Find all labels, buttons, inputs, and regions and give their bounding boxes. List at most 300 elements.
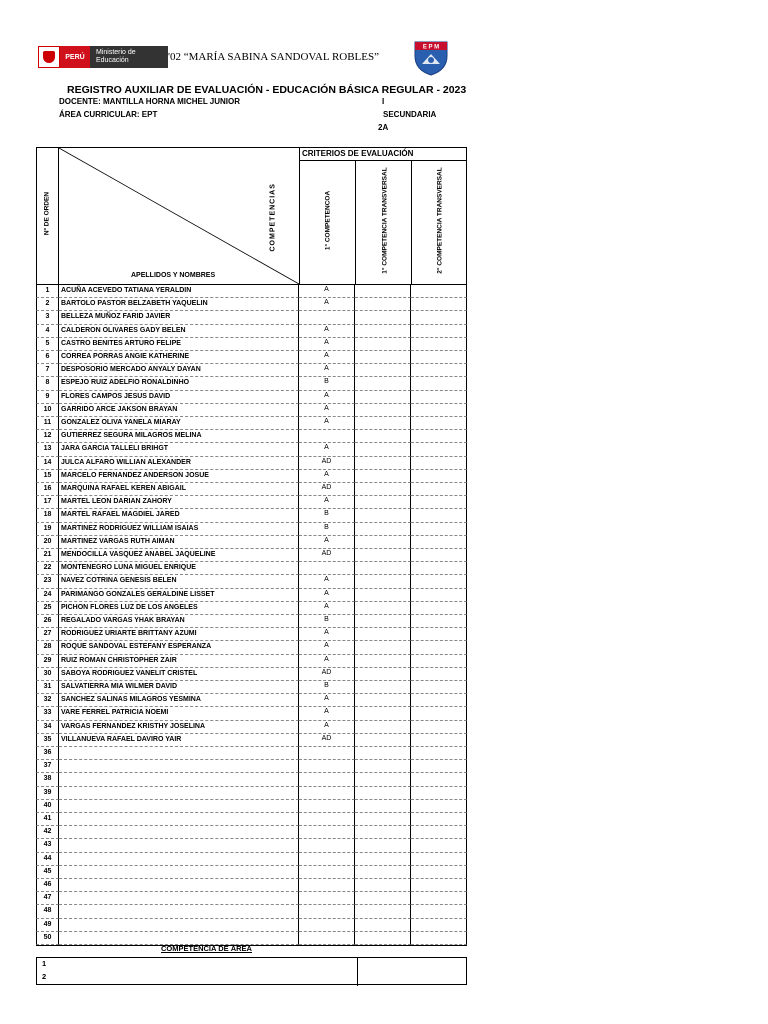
order-header: Nº DE ORDEN [43, 191, 51, 236]
table-row [36, 919, 467, 932]
student-name [59, 892, 299, 905]
student-name: MARTINEZ VARGAS RUTH AIMAN [59, 536, 299, 549]
row-number: 20 [36, 536, 59, 549]
grade-cell-3[interactable] [411, 562, 467, 575]
table-row [36, 879, 467, 892]
table-row [36, 668, 467, 681]
grade-cell[interactable] [299, 787, 355, 800]
row-number: 33 [36, 707, 59, 720]
table-row [36, 628, 467, 641]
criteria-header-cell [299, 147, 467, 161]
grade-cell[interactable]: A [299, 589, 355, 602]
grade-cell[interactable]: B [299, 377, 355, 390]
grade-cell-2[interactable] [355, 919, 411, 932]
grade-cell-3[interactable] [411, 721, 467, 734]
grade-cell[interactable]: A [299, 351, 355, 364]
table-row [36, 800, 467, 813]
row-number: 16 [36, 483, 59, 496]
student-name [59, 760, 299, 773]
grade-cell-3[interactable] [411, 391, 467, 404]
row-number: 30 [36, 668, 59, 681]
grade-cell-2[interactable] [355, 721, 411, 734]
grade-cell[interactable]: A [299, 298, 355, 311]
grade-cell[interactable]: A [299, 694, 355, 707]
grade-cell-3[interactable] [411, 694, 467, 707]
grade-cell-3[interactable] [411, 602, 467, 615]
grade-cell[interactable] [299, 813, 355, 826]
grade-cell-3[interactable] [411, 747, 467, 760]
grade-cell[interactable]: A [299, 391, 355, 404]
table-row [36, 496, 467, 509]
grade-cell[interactable] [299, 747, 355, 760]
grade-cell-3[interactable] [411, 536, 467, 549]
student-name [59, 866, 299, 879]
grade-cell[interactable] [299, 562, 355, 575]
grade-cell-2[interactable] [355, 338, 411, 351]
table-row [36, 338, 467, 351]
row-number: 18 [36, 509, 59, 522]
row-number: 48 [36, 905, 59, 918]
student-name: SANCHEZ SALINAS MILAGROS YESMINA [59, 694, 299, 707]
grade-cell[interactable]: A [299, 285, 355, 298]
row-number: 47 [36, 892, 59, 905]
student-name: MARCELO FERNANDEZ ANDERSON JOSUE [59, 470, 299, 483]
row-number: 6 [36, 351, 59, 364]
col2-header: 1° COMPETENCIA TRANSVERSAL [381, 167, 389, 274]
grade-cell-3[interactable] [411, 892, 467, 905]
table-row [36, 773, 467, 786]
grade-cell-3[interactable] [411, 773, 467, 786]
grade-cell-2[interactable] [355, 470, 411, 483]
student-name: GONZALEZ OLIVA YANELA MIARAY [59, 417, 299, 430]
grade-cell[interactable]: B [299, 615, 355, 628]
table-row [36, 615, 467, 628]
grade-cell-3[interactable] [411, 853, 467, 866]
grade-cell-3[interactable] [411, 932, 467, 945]
grade-cell[interactable]: A [299, 641, 355, 654]
grade-cell-3[interactable] [411, 523, 467, 536]
grade-cell[interactable]: AD [299, 734, 355, 747]
col1-header-cell [299, 160, 356, 285]
area-competency-title: COMPETENCIA DE ÁREA [161, 944, 252, 953]
grade-cell[interactable]: A [299, 404, 355, 417]
student-name: MARQUINA RAFAEL KEREN ABIGAIL [59, 483, 299, 496]
grade-cell-2[interactable] [355, 932, 411, 945]
grade-cell[interactable] [299, 932, 355, 945]
student-name [59, 853, 299, 866]
criteria-header: CRITERIOS DE EVALUACIÓN [302, 149, 414, 158]
grade-cell-2[interactable] [355, 377, 411, 390]
grade-cell[interactable] [299, 905, 355, 918]
grade-cell-2[interactable] [355, 681, 411, 694]
student-name [59, 747, 299, 760]
grade-cell-3[interactable] [411, 681, 467, 694]
student-name [59, 919, 299, 932]
grade-cell-3[interactable] [411, 641, 467, 654]
grade-cell-3[interactable] [411, 879, 467, 892]
table-row [36, 311, 467, 324]
grade-cell-2[interactable] [355, 773, 411, 786]
grade-cell[interactable]: A [299, 470, 355, 483]
level-label: SECUNDARIA [383, 110, 437, 119]
grade-cell-3[interactable] [411, 615, 467, 628]
grade-cell-3[interactable] [411, 707, 467, 720]
ministry-logo [38, 46, 168, 68]
grade-cell-2[interactable] [355, 285, 411, 298]
table-row [36, 694, 467, 707]
row-number: 27 [36, 628, 59, 641]
grade-cell[interactable]: A [299, 721, 355, 734]
table-row [36, 707, 467, 720]
grade-cell-2[interactable] [355, 391, 411, 404]
row-number: 38 [36, 773, 59, 786]
row-number: 40 [36, 800, 59, 813]
table-row [36, 483, 467, 496]
table-row [36, 602, 467, 615]
grade-cell-2[interactable] [355, 351, 411, 364]
row-number: 15 [36, 470, 59, 483]
table-row [36, 404, 467, 417]
grade-cell[interactable] [299, 800, 355, 813]
row-number: 12 [36, 430, 59, 443]
row-number: 45 [36, 866, 59, 879]
student-name [59, 905, 299, 918]
grade-cell-2[interactable] [355, 800, 411, 813]
student-name: BELLEZA MUÑOZ FARID JAVIER [59, 311, 299, 324]
student-name: REGALADO VARGAS YHAK BRAYAN [59, 615, 299, 628]
grade-cell-2[interactable] [355, 879, 411, 892]
grade-cell-2[interactable] [355, 602, 411, 615]
grade-cell-2[interactable] [355, 575, 411, 588]
shield-icon [38, 46, 60, 68]
row-number: 4 [36, 325, 59, 338]
grade-cell-3[interactable] [411, 734, 467, 747]
row-number: 39 [36, 787, 59, 800]
grade-cell-2[interactable] [355, 813, 411, 826]
grade-cell[interactable] [299, 311, 355, 324]
grade-cell-2[interactable] [355, 483, 411, 496]
grade-cell[interactable]: A [299, 628, 355, 641]
grade-cell-3[interactable] [411, 813, 467, 826]
grade-cell[interactable]: A [299, 536, 355, 549]
grade-cell-3[interactable] [411, 919, 467, 932]
student-name [59, 932, 299, 945]
grade-cell[interactable]: A [299, 707, 355, 720]
student-name: MARTEL LEON DARIAN ZAHORY [59, 496, 299, 509]
table-row [36, 734, 467, 747]
table-row [36, 351, 467, 364]
student-name [59, 826, 299, 839]
grade-cell-3[interactable] [411, 483, 467, 496]
grade-cell-2[interactable] [355, 589, 411, 602]
grade-cell-2[interactable] [355, 404, 411, 417]
grade-cell[interactable]: B [299, 681, 355, 694]
table-row [36, 681, 467, 694]
grade-cell-2[interactable] [355, 325, 411, 338]
student-name: NAVEZ COTRINA GENESIS BELEN [59, 575, 299, 588]
table-row [36, 536, 467, 549]
table-row [36, 575, 467, 588]
student-name: DESPOSORIO MERCADO ANYALY DAYAN [59, 364, 299, 377]
grade-cell-3[interactable] [411, 430, 467, 443]
row-number: 2 [36, 298, 59, 311]
row-number: 22 [36, 562, 59, 575]
grade-cell-3[interactable] [411, 668, 467, 681]
grade-cell[interactable] [299, 866, 355, 879]
student-name: SALVATIERRA MIA WILMER DAVID [59, 681, 299, 694]
row-number: 24 [36, 589, 59, 602]
grade-cell-2[interactable] [355, 628, 411, 641]
grade-cell[interactable]: AD [299, 668, 355, 681]
student-name: RODRIGUEZ URIARTE BRITTANY AZUMI [59, 628, 299, 641]
grade-cell-3[interactable] [411, 655, 467, 668]
row-number: 23 [36, 575, 59, 588]
grade-cell-3[interactable] [411, 311, 467, 324]
row-number: 9 [36, 391, 59, 404]
grade-cell-3[interactable] [411, 496, 467, 509]
student-name [59, 800, 299, 813]
row-number: 50 [36, 932, 59, 945]
row-number: 37 [36, 760, 59, 773]
student-name: CALDERON OLIVARES GADY BELEN [59, 325, 299, 338]
grade-cell[interactable] [299, 430, 355, 443]
row-number: 8 [36, 377, 59, 390]
grade-cell-3[interactable] [411, 589, 467, 602]
grade-cell-2[interactable] [355, 496, 411, 509]
grade-cell[interactable]: B [299, 509, 355, 522]
grade-cell-3[interactable] [411, 470, 467, 483]
grade-cell-2[interactable] [355, 655, 411, 668]
grade-cell-3[interactable] [411, 443, 467, 456]
table-row [36, 325, 467, 338]
grade-cell-2[interactable] [355, 430, 411, 443]
grade-cell-2[interactable] [355, 787, 411, 800]
row-number: 19 [36, 523, 59, 536]
student-name: VILLANUEVA RAFAEL DAVIRO YAIR [59, 734, 299, 747]
table-row [36, 853, 467, 866]
grade-cell-3[interactable] [411, 826, 467, 839]
row-number: 42 [36, 826, 59, 839]
table-row [36, 391, 467, 404]
grade-cell-2[interactable] [355, 364, 411, 377]
student-name: GUTIERREZ SEGURA MILAGROS MELINA [59, 430, 299, 443]
student-name: ROQUE SANDOVAL ESTEFANY ESPERANZA [59, 641, 299, 654]
grade-cell-3[interactable] [411, 457, 467, 470]
student-name: BARTOLO PASTOR BELZABETH YAQUELIN [59, 298, 299, 311]
grade-cell-2[interactable] [355, 826, 411, 839]
grade-cell[interactable] [299, 839, 355, 852]
student-name [59, 773, 299, 786]
table-row [36, 721, 467, 734]
grade-cell-3[interactable] [411, 628, 467, 641]
school-emblem-icon [411, 38, 451, 76]
grade-cell-3[interactable] [411, 364, 467, 377]
grade-cell-2[interactable] [355, 443, 411, 456]
area-competency-box [36, 957, 467, 985]
table-row [36, 549, 467, 562]
student-name: MONTENEGRO LUNA MIGUEL ENRIQUE [59, 562, 299, 575]
row-number: 35 [36, 734, 59, 747]
grade-cell[interactable]: A [299, 325, 355, 338]
row-number: 21 [36, 549, 59, 562]
grade-cell-2[interactable] [355, 668, 411, 681]
grade-cell-2[interactable] [355, 615, 411, 628]
grade-cell-3[interactable] [411, 509, 467, 522]
row-number: 31 [36, 681, 59, 694]
grade-cell-2[interactable] [355, 707, 411, 720]
grade-cell[interactable]: A [299, 655, 355, 668]
student-name: JULCA ALFARO WILLIAN ALEXANDER [59, 457, 299, 470]
row-number: 34 [36, 721, 59, 734]
grade-cell-2[interactable] [355, 866, 411, 879]
table-row [36, 430, 467, 443]
grade-cell-2[interactable] [355, 853, 411, 866]
grade-cell-3[interactable] [411, 866, 467, 879]
grade-cell[interactable]: A [299, 575, 355, 588]
student-name: MARTINEZ RODRIGUEZ WILLIAM ISAIAS [59, 523, 299, 536]
table-row [36, 787, 467, 800]
row-number: 49 [36, 919, 59, 932]
row-number: 25 [36, 602, 59, 615]
grade-cell-3[interactable] [411, 298, 467, 311]
grade-cell-2[interactable] [355, 839, 411, 852]
grade-cell[interactable] [299, 826, 355, 839]
grade-cell-3[interactable] [411, 839, 467, 852]
grade-cell[interactable] [299, 853, 355, 866]
table-row [36, 470, 467, 483]
grade-cell-2[interactable] [355, 905, 411, 918]
table-row [36, 377, 467, 390]
grade-cell-3[interactable] [411, 760, 467, 773]
row-number: 46 [36, 879, 59, 892]
row-number: 1 [36, 285, 59, 298]
table-row [36, 443, 467, 456]
col1-header: 1° COMPETENCOA [324, 190, 332, 251]
grade-cell-2[interactable] [355, 298, 411, 311]
names-header: APELLIDOS Y NOMBRES [131, 272, 216, 279]
grade-cell[interactable]: A [299, 364, 355, 377]
table-row [36, 364, 467, 377]
row-number: 14 [36, 457, 59, 470]
grade-cell-2[interactable] [355, 457, 411, 470]
student-name [59, 879, 299, 892]
grade-cell[interactable]: AD [299, 483, 355, 496]
row-number: 28 [36, 641, 59, 654]
table-row [36, 905, 467, 918]
table-row [36, 457, 467, 470]
table-row [36, 285, 467, 298]
table-row [36, 523, 467, 536]
grade-cell-3[interactable] [411, 549, 467, 562]
grade-cell-3[interactable] [411, 575, 467, 588]
table-row [36, 813, 467, 826]
row-number: 29 [36, 655, 59, 668]
grade-label: 2A [378, 123, 389, 132]
grade-cell-2[interactable] [355, 892, 411, 905]
grade-cell-2[interactable] [355, 509, 411, 522]
grade-cell-2[interactable] [355, 641, 411, 654]
grade-cell-2[interactable] [355, 694, 411, 707]
row-number: 5 [36, 338, 59, 351]
student-name: SABOYA RODRIGUEZ VANELIT CRISTEL [59, 668, 299, 681]
grade-cell-3[interactable] [411, 404, 467, 417]
school-name: '02 “MARÍA SABINA SANDOVAL ROBLES” [168, 51, 379, 63]
grade-cell-3[interactable] [411, 800, 467, 813]
grade-cell-2[interactable] [355, 734, 411, 747]
grade-cell[interactable] [299, 760, 355, 773]
row-number: 3 [36, 311, 59, 324]
row-number: 10 [36, 404, 59, 417]
grade-cell-3[interactable] [411, 787, 467, 800]
col3-header: 2° COMPETENCIA TRANSVERSAL [436, 167, 444, 274]
peru-label: PERÚ [60, 46, 90, 68]
row-number: 43 [36, 839, 59, 852]
row-number: 13 [36, 443, 59, 456]
grade-cell[interactable] [299, 919, 355, 932]
row-number: 17 [36, 496, 59, 509]
ministry-label: Ministerio de Educación [90, 46, 168, 68]
student-name: PICHON FLORES LUZ DE LOS ANGELES [59, 602, 299, 615]
student-name: MENDOCILLA VASQUEZ ANABEL JAQUELINE [59, 549, 299, 562]
grade-cell[interactable]: A [299, 602, 355, 615]
order-header-cell [36, 147, 59, 285]
grade-cell-2[interactable] [355, 747, 411, 760]
table-row [36, 866, 467, 879]
table-row [36, 562, 467, 575]
grade-cell-3[interactable] [411, 351, 467, 364]
page-title: REGISTRO AUXILIAR DE EVALUACIÓN - EDUCACIÓN BÁSICA REGULAR - 2023 [67, 84, 467, 96]
grade-cell-3[interactable] [411, 377, 467, 390]
grade-cell[interactable]: A [299, 417, 355, 430]
grade-cell-3[interactable] [411, 285, 467, 298]
grade-cell[interactable]: B [299, 523, 355, 536]
table-row [36, 892, 467, 905]
table-row [36, 826, 467, 839]
svg-text:E P M: E P M [422, 44, 440, 51]
grade-cell[interactable] [299, 879, 355, 892]
grade-cell-3[interactable] [411, 325, 467, 338]
curricular-area-label: ÁREA CURRICULAR: EPT [59, 110, 158, 119]
table-row [36, 932, 467, 945]
grade-cell-2[interactable] [355, 562, 411, 575]
grade-cell-2[interactable] [355, 523, 411, 536]
grade-cell-3[interactable] [411, 338, 467, 351]
student-name: JARA GARCIA TALLELI BRIHGT [59, 443, 299, 456]
student-name: CORREA PORRAS ANGIE KATHERINE [59, 351, 299, 364]
grade-cell[interactable]: A [299, 443, 355, 456]
grade-cell-3[interactable] [411, 905, 467, 918]
grade-cell[interactable] [299, 773, 355, 786]
grade-cell[interactable]: A [299, 338, 355, 351]
grade-cell[interactable] [299, 892, 355, 905]
grade-cell-2[interactable] [355, 417, 411, 430]
grade-cell-2[interactable] [355, 760, 411, 773]
grade-cell[interactable]: A [299, 496, 355, 509]
row-number: 41 [36, 813, 59, 826]
grade-cell-2[interactable] [355, 311, 411, 324]
student-name: PARIMANGO GONZALES GERALDINE LISSET [59, 589, 299, 602]
col3-header-cell [411, 160, 467, 285]
grade-cell[interactable]: AD [299, 549, 355, 562]
table-row [36, 298, 467, 311]
student-name: ACUÑA ACEVEDO TATIANA YERALDIN [59, 285, 299, 298]
grade-cell-2[interactable] [355, 549, 411, 562]
grade-cell[interactable]: AD [299, 457, 355, 470]
student-name: VARGAS FERNANDEZ KRISTHY JOSELINA [59, 721, 299, 734]
grade-cell-2[interactable] [355, 536, 411, 549]
table-row [36, 747, 467, 760]
grade-cell-3[interactable] [411, 417, 467, 430]
